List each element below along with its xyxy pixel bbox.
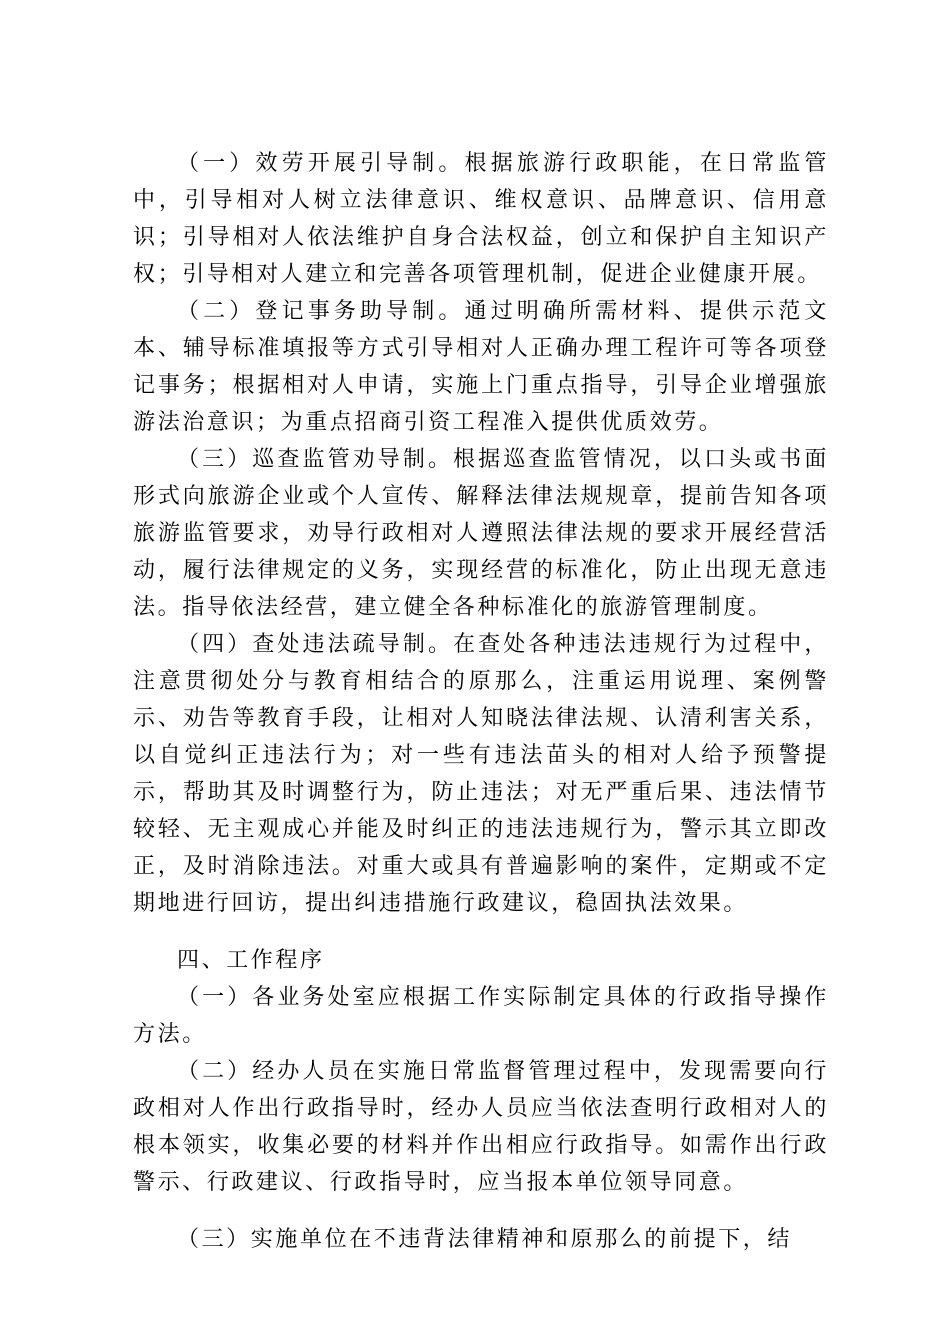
section-heading-work-procedure: 四、工作程序 bbox=[177, 948, 325, 973]
paragraph-procedure-2: （二）经办人员在实施日常监督管理过程中，发现需要向行政相对人作出行政指导时，经办人员应当依法查明行政相对人的根本领实，收集必要的材料并作出相应行政指导。如需作出行政警示、行政建议、行政指导时，应当报本单位领导同意。 bbox=[133, 1059, 829, 1195]
paragraph-guidance-service: （一）效劳开展引导制。根据旅游行政职能，在日常监管中，引导相对人树立法律意识、维权意识、品牌意识、信用意识；引导相对人依法维护自身合法权益，创立和保护自主知识产权；引导相对人建立和完善各项管理机制，促进企业健康开展。 bbox=[133, 151, 829, 287]
paragraph-violation-handling: （四）查处违法疏导制。在查处各种违法违规行为过程中，注意贯彻处分与教育相结合的原那么，注重运用说理、案例警示、劝告等教育手段，让相对人知晓法律法规、认清利害关系，以自觉纠正违法行为；对一些有违法苗头的相对人给予预警提示，帮助其及时调整行为，防止违法；对无严重后果、违法情节较轻、无主观成心并能及时纠正的违法违规行为，警示其立即改正，及时消除违法。对重大或具有普遍影响的案件，定期或不定期地进行回访，提出纠违措施行政建议，稳固执法效果。 bbox=[133, 632, 829, 916]
paragraph-spacer bbox=[133, 922, 829, 942]
document-body bbox=[133, 145, 829, 1258]
paragraph-inspection-persuasion: （三）巡查监管劝导制。根据巡查监管情况，以口头或书面形式向旅游企业或个人宣传、解释法律法规规章，提前告知各项旅游监管要求，劝导行政相对人遵照法律法规的要求开展经营活动，履行法律规定的义务，实现经营的标准化，防止出现无意违法。指导依法经营，建立健全各种标准化的旅游管理制度。 bbox=[133, 447, 829, 620]
paragraph-procedure-1: （一）各业务处室应根据工作实际制定具体的行政指导操作方法。 bbox=[133, 985, 829, 1047]
paragraph-registration-assist: （二）登记事务助导制。通过明确所需材料、提供示范文本、辅导标准填报等方式引导相对人正确办理工程许可等各项登记事务；根据相对人申请，实施上门重点指导，引导企业增强旅游法治意识；为重点招商引资工程准入提供优质效劳。 bbox=[133, 299, 829, 435]
paragraph-spacer bbox=[133, 1201, 829, 1221]
paragraph-procedure-3: （三）实施单位在不违背法律精神和原那么的前提下，结 bbox=[177, 1227, 793, 1252]
